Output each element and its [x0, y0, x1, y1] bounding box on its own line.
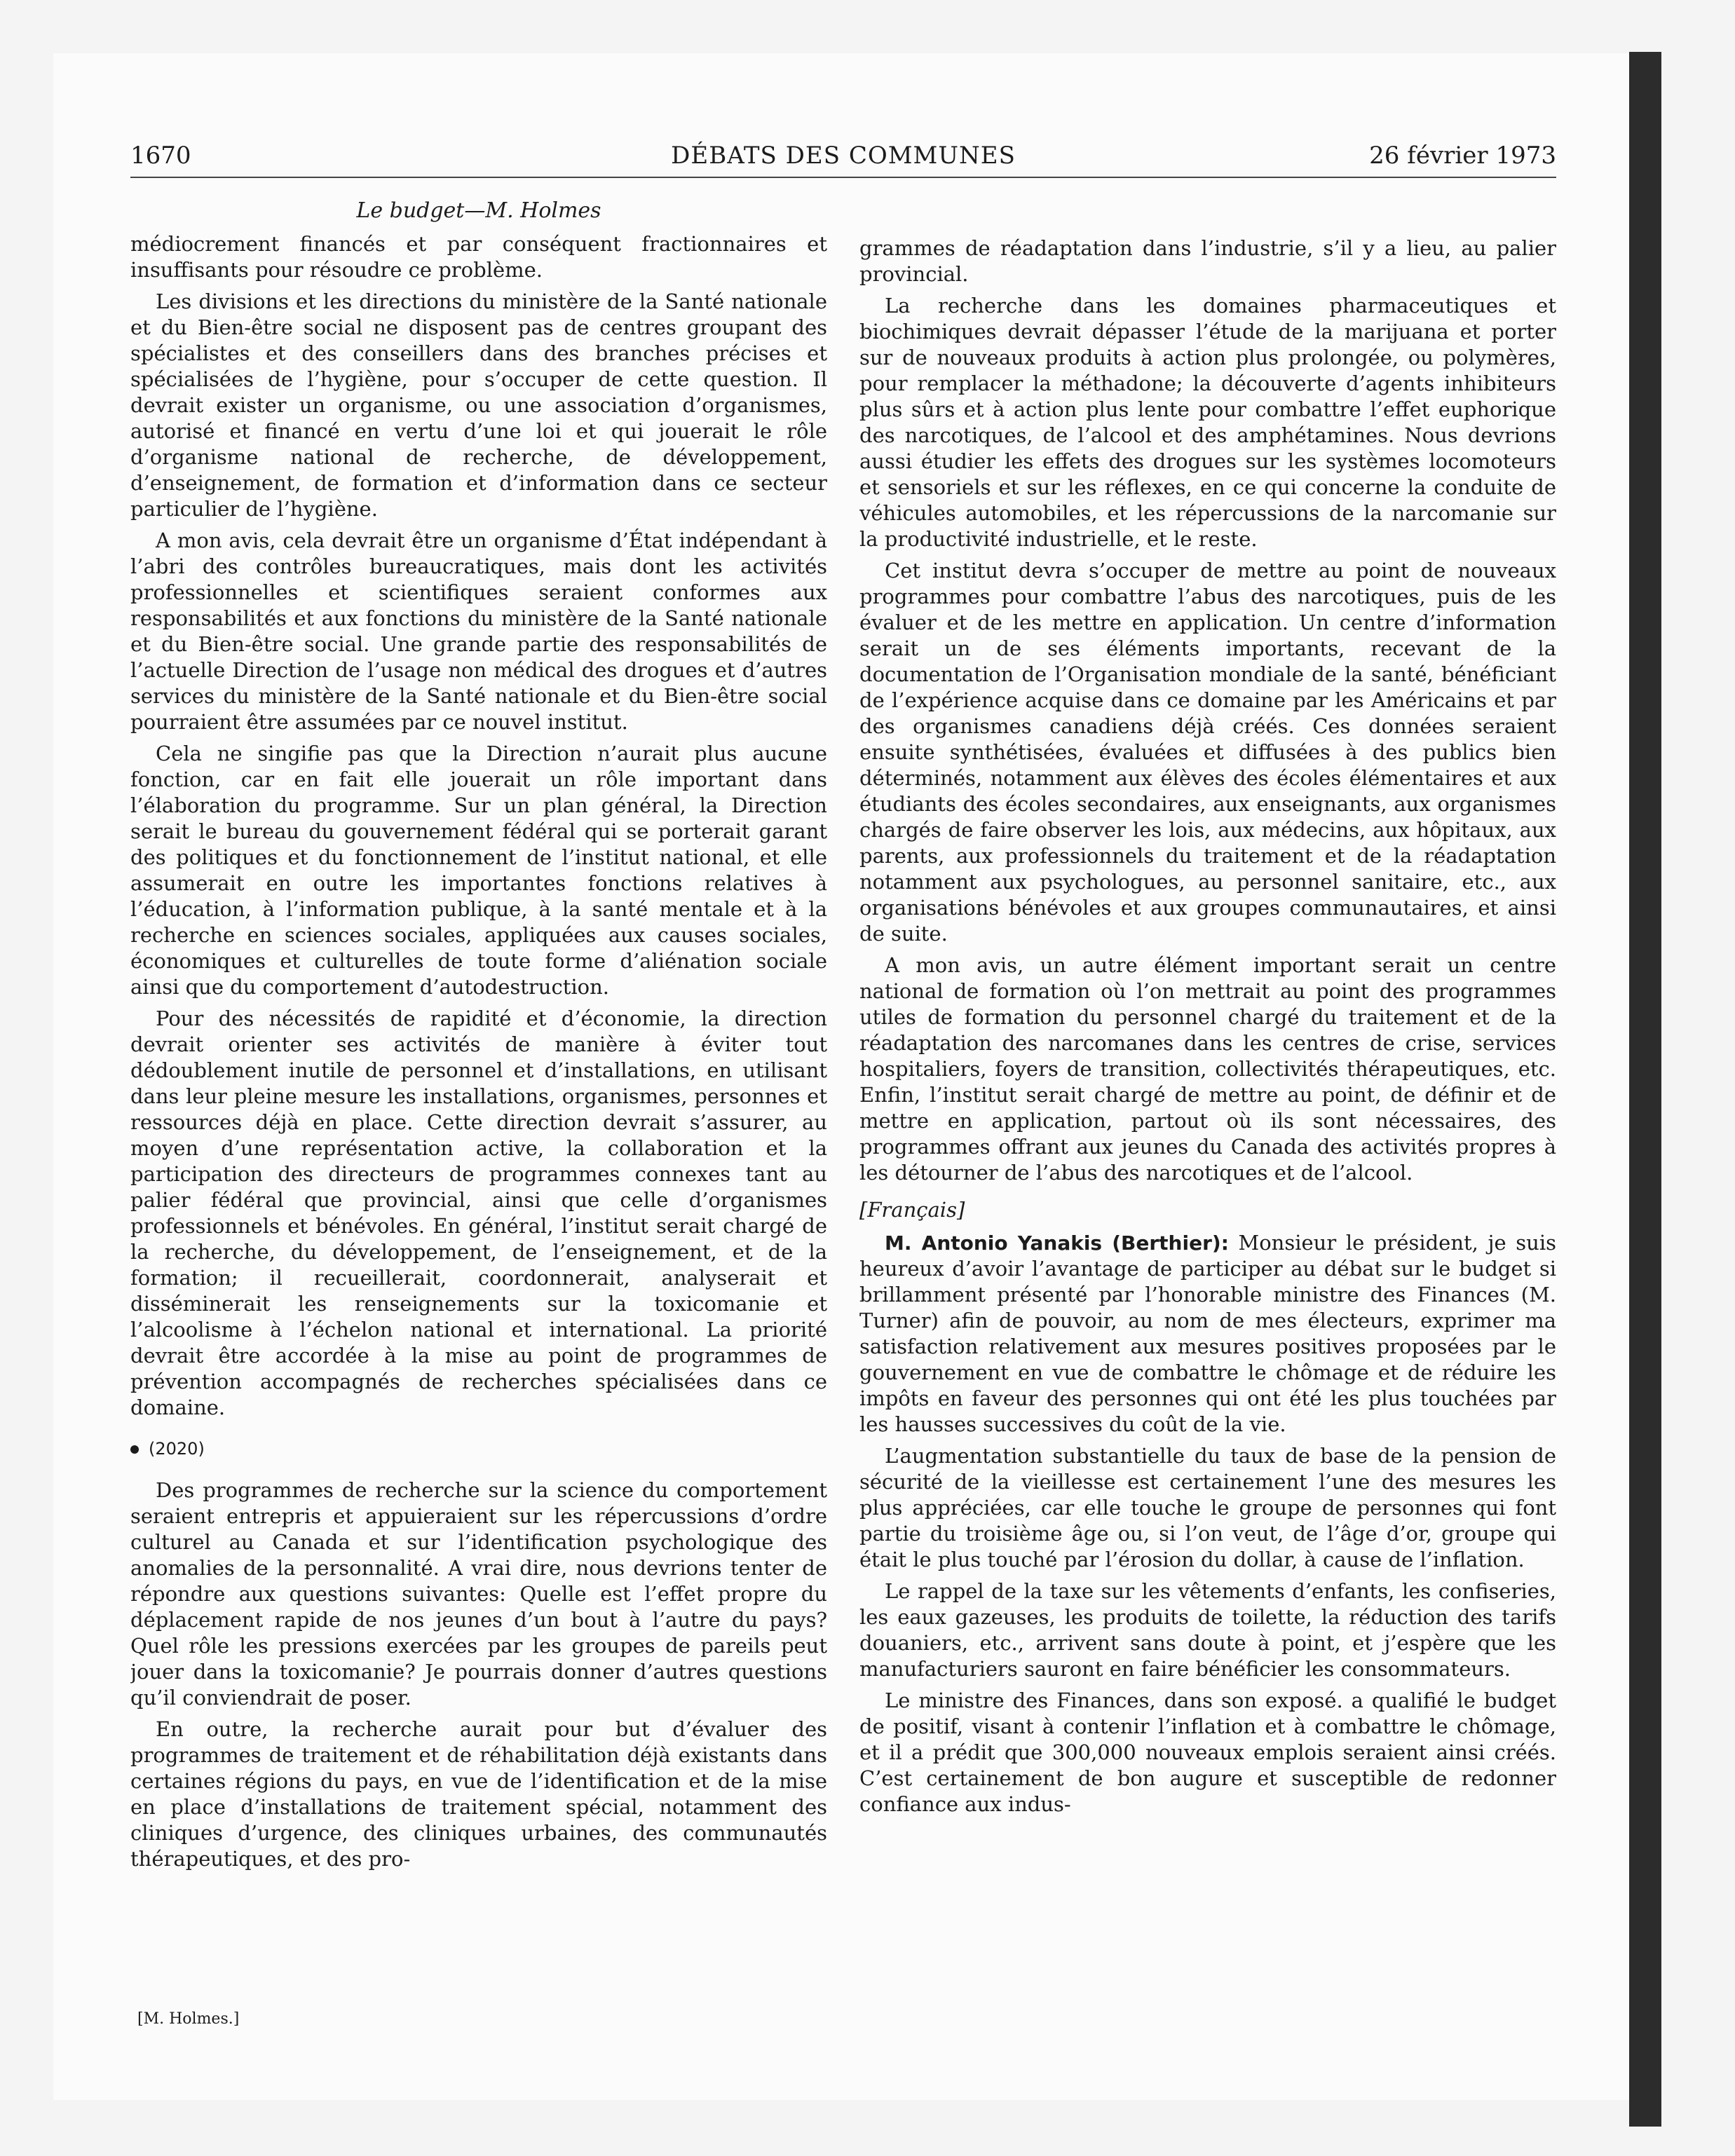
paragraph: La recherche dans les domaines pharmaceutiques et biochimiques devrait dépasser l’étude de la marijuana et porter sur de nouveaux produits à action plus prolongée, ou polymères, pour remplacer la méthadone; la découverte d’agents inhibiteurs plus sûrs et à action plus lente pour combattre l’effet euphorique des narcotiques, de l’alcool et des amphétamines. Nous devrions aussi étudier les effets des drogues sur les systèmes locomoteurs et sensoriels et sur les réflexes, en ce qui concerne la conduite de véhicules automobiles, et les répercussions de la narcomanie sur la productivité industrielle, et le reste. [859, 294, 1556, 551]
language-note: [Français] [859, 1198, 965, 1222]
bullet-icon [130, 1445, 139, 1454]
paragraph: grammes de réadaptation dans l’industrie, s’il y a lieu, au palier provincial. [859, 236, 1556, 286]
paragraph: Cet institut devra s’occuper de mettre au point de nouveaux programmes pour combattre l’abus des narcotiques, puis de les évaluer et de les mettre en application. Un centre d’information serait un de ses éléments importants, recevant de la documentation de l’Organisation mondiale de la santé, bénéficiant de l’expérience acquise dans ce domaine par les Américains et par des organismes canadiens déjà créés. Ces données seraient ensuite synthétisées, évaluées et diffusées à des publics bien déterminés, notamment aux élèves des écoles élémentaires et aux étudiants des écoles secondaires, aux enseignants, aux organismes chargés de faire observer les lois, aux médecins, aux hôpitaux, aux parents, aux professionnels du traitement et de la réadaptation notamment aux psychologues, au personnel sanitaire, etc., aux organisations bénévoles et aux groupes communautaires, et ainsi de suite. [859, 559, 1556, 946]
right-column [859, 236, 1556, 2016]
left-column [130, 231, 827, 2012]
speaker-signature: [M. Holmes.] [137, 2010, 240, 2028]
speech-text: Monsieur le président, je suis heureux d’avoir l’avantage de participer au débat sur le budget si brillamment présenté par l’honorable ministre des Finances (M. Turner) afin de pouvoir, au nom de mes électeurs, exprimer ma satisfaction relativement aux mesures positives proposées par le gouvernement en vue de combattre le chômage et de réduire les impôts en faveur des personnes qui ont été les plus touchées par les hausses successives du coût de la vie. [859, 1231, 1556, 1436]
time-marker [130, 1436, 827, 1462]
paragraph: Les divisions et les directions du ministère de la Santé nationale et du Bien-être social ne disposent pas de centres groupant des spécialistes et des conseillers dans des branches précises et spécialisées de l’hygiène, pour s’occuper de cette question. Il devrait exister un organisme, ou une association d’organismes, autorisé et financé en vertu d’une loi et qui jouerait le rôle d’organisme national de recherche, de développement, d’enseignement, de formation et d’information dans ce secteur particulier de l’hygiène. [130, 289, 827, 521]
paragraph: A mon avis, cela devrait être un organisme d’État indépendant à l’abri des contrôles bureaucratiques, mais dont les activités professionnelles et scientifiques seraient conformes aux responsabilités et aux fonctions du ministère de la Santé nationale et du Bien-être social. Une grande partie des responsabilités de l’actuelle Direction de l’usage non médical des drogues et d’autres services du ministère de la Santé nationale et du Bien-être social pourraient être assumées par ce nouvel institut. [130, 528, 827, 734]
paragraph: A mon avis, un autre élément important serait un centre national de formation où l’on mettrait au point des programmes utiles de formation du personnel chargé du traitement et de la réadaptation des narcomanes dans les centres de crise, services hospitaliers, foyers de transition, collectivités thérapeutiques, etc. Enfin, l’institut serait chargé de mettre au point, de définir et de mettre en application, partout où ils sont nécessaires, des programmes offrant aux jeunes du Canada des activités propres à les détourner de l’abus des narcotiques et de l’alcool. [859, 953, 1556, 1185]
paragraph: Le ministre des Finances, dans son exposé. a qualifié le budget de positif, visant à contenir l’inflation et à combattre le chômage, et il a prédit que 300,000 nouveaux emplois seraient ainsi créés. C’est certainement de bon augure et susceptible de redonner confiance aux indus- [859, 1688, 1556, 1816]
speech-paragraph [859, 1230, 1556, 1438]
paragraph: Cela ne singifie pas que la Direction n’aurait plus aucune fonction, car en fait elle jouerait un rôle important dans l’élaboration du programme. Sur un plan général, la Direction serait le bureau du gouvernement fédéral qui se porterait garant des politiques et du fonctionnement de l’institut national, et elle assumerait en outre les importantes fonctions relatives à l’éducation, à l’information publique, à la santé mentale et à la recherche en sciences sociales, appliquées aux causes sociales, économiques et culturelles de toute forme d’aliénation sociale ainsi que du comportement d’autodestruction. [130, 742, 827, 999]
paragraph: Pour des nécessités de rapidité et d’économie, la direction devrait orienter ses activités de manière à éviter tout dédoublement inutile de personnel et d’installations, en utilisant dans leur pleine mesure les installations, organismes, personnes et ressources déjà en place. Cette direction devrait s’assurer, au moyen d’une représentation active, la collaboration et la participation des directeurs de programmes connexes tant au palier fédéral que provincial, ainsi que celle d’organismes professionnels et bénévoles. En général, l’institut serait chargé de la recherche, du développement, de l’enseignement, et de la formation; il recueillerait, coordonnerait, analyserait et disséminerait les renseignements sur la toxicomanie et l’alcoolisme à l’échelon national et international. La priorité devrait être accordée à la mise au point de programmes de prévention accompagnés de recherches spécialisées dans ce domaine. [130, 1007, 827, 1419]
running-head: Le budget—M. Holmes [356, 198, 601, 223]
publication-title: DÉBATS DES COMMUNES [671, 142, 1016, 170]
paragraph: L’augmentation substantielle du taux de base de la pension de sécurité de la vieillesse est certainement l’une des mesures les plus appréciées, car elle touche le groupe de personnes qui font partie du troisième âge ou, si l’on veut, de l’âge d’or, groupe qui était le plus touché par l’érosion du dollar, à cause de l’inflation. [859, 1444, 1556, 1571]
paragraph: En outre, la recherche aurait pour but d’évaluer des programmes de traitement et de réhabilitation déjà existants dans certaines régions du pays, en vue de l’identification et de la mise en place d’installations de traitement spécial, notamment des cliniques d’urgence, des cliniques urbaines, des communautés thérapeutiques, et des pro- [130, 1717, 827, 1871]
page-date: 26 février 1973 [1369, 142, 1556, 170]
page-header [130, 140, 1556, 178]
page-number: 1670 [130, 142, 191, 170]
time-marker-label: (2020) [149, 1439, 205, 1459]
speaker-name: M. Antonio Yanakis (Berthier): [885, 1231, 1229, 1255]
paragraph: Des programmes de recherche sur la science du comportement seraient entrepris et appuieraient sur les répercussions d’ordre culturel au Canada et sur l’identification psychologique des anomalies de la personnalité. A vrai dire, nous devrions tenter de répondre aux questions suivantes: Quelle est l’effet propre du déplacement rapide de nos jeunes d’un bout à l’autre du pays? Quel rôle les pressions exercées par les groupes de pareils peut jouer dans la toxicomanie? Je pourrais donner d’autres questions qu’il conviendrait de poser. [130, 1478, 827, 1710]
paragraph: Le rappel de la taxe sur les vêtements d’enfants, les confiseries, les eaux gazeuses, les produits de toilette, la réduction des tarifs douaniers, etc., arrivent sans doute à point, et j’espère que les manufacturiers sauront en faire bénéficier les consommateurs. [859, 1579, 1556, 1681]
paragraph: médiocrement financés et par conséquent fractionnaires et insuffisants pour résoudre ce problème. [130, 232, 827, 282]
scan-edge-bar [1629, 52, 1661, 2127]
